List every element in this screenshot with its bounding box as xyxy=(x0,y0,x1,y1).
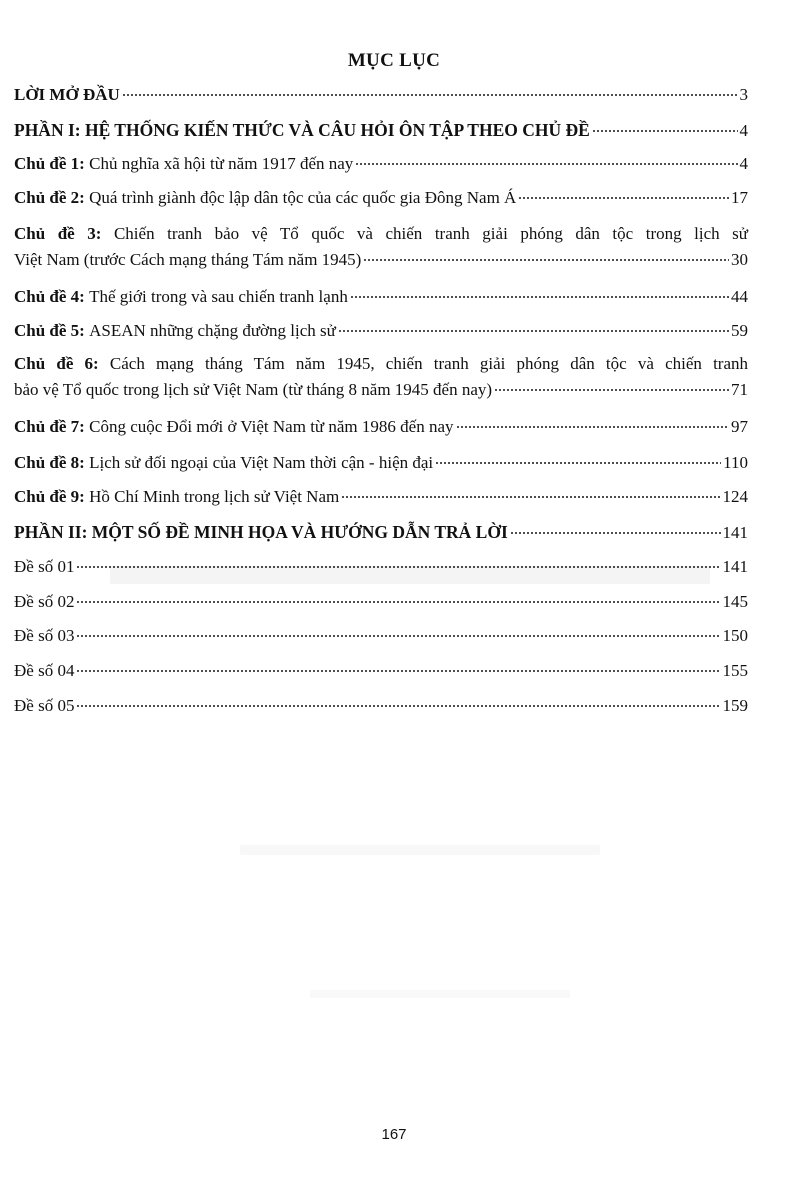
exam-title: Đề số 01 xyxy=(14,557,75,576)
topic-title: Công cuộc Đổi mới ở Việt Nam từ năm 1986 đến nay xyxy=(89,417,454,436)
toc-entry-intro[interactable] xyxy=(14,82,748,108)
toc-entry-topic-3[interactable] xyxy=(14,221,748,273)
toc-page-number: 124 xyxy=(722,487,748,506)
topic-label: Chủ đề 9: xyxy=(14,487,85,506)
toc-page-number: 150 xyxy=(722,626,748,645)
leader-dots xyxy=(76,704,720,708)
topic-title: ASEAN những chặng đường lịch sử xyxy=(89,321,336,340)
leader-dots xyxy=(76,634,720,638)
toc-page-number: 97 xyxy=(731,417,748,436)
toc-page-number: 59 xyxy=(731,321,748,340)
leader-dots xyxy=(456,425,730,429)
toc-entry-exam-02[interactable] xyxy=(14,589,748,615)
scan-shadow xyxy=(240,845,600,855)
exam-title: Đề số 04 xyxy=(14,661,75,680)
leader-dots xyxy=(355,162,737,166)
toc-entry-topic-6[interactable] xyxy=(14,351,748,403)
toc-page-number: 17 xyxy=(731,188,748,207)
leader-dots xyxy=(592,129,738,133)
toc-page-number: 141 xyxy=(722,523,748,542)
toc-page-number: 71 xyxy=(731,380,748,399)
toc-page-number: 141 xyxy=(722,557,748,576)
topic-title-line-1: Cách mạng tháng Tám năm 1945, chiến tranh giải phóng dân tộc và chiến tranh xyxy=(109,354,749,373)
leader-dots xyxy=(494,388,729,392)
topic-label: Chủ đề 1: xyxy=(14,154,85,173)
leader-dots xyxy=(363,258,729,262)
topic-title-line-1: Chiến tranh bảo vệ Tổ quốc và chiến tranh giải phóng dân tộc trong lịch sử xyxy=(113,224,749,243)
topic-label: Chủ đề 6: xyxy=(14,354,99,373)
toc-page-number: 4 xyxy=(739,121,748,140)
toc-entry-topic-8[interactable] xyxy=(14,450,748,476)
topic-title: Hồ Chí Minh trong lịch sử Việt Nam xyxy=(89,487,340,506)
topic-label: Chủ đề 3: xyxy=(14,224,102,243)
toc-page-number: 30 xyxy=(731,250,748,269)
topic-title-line-2: Việt Nam (trước Cách mạng tháng Tám năm 1945) xyxy=(14,250,362,269)
exam-title: Đề số 05 xyxy=(14,696,75,715)
toc-page-number: 159 xyxy=(722,696,748,715)
toc-section-title: PHẦN I: HỆ THỐNG KIẾN THỨC VÀ CÂU HỎI ÔN TẬP THEO CHỦ ĐỀ xyxy=(14,120,590,140)
toc-page-number: 155 xyxy=(722,661,748,680)
toc-entry-exam-04[interactable] xyxy=(14,658,748,684)
toc-entry-exam-05[interactable] xyxy=(14,693,748,719)
topic-title-line-2: bảo vệ Tổ quốc trong lịch sử Việt Nam (từ tháng 8 năm 1945 đến nay) xyxy=(14,380,493,399)
topic-title: Chủ nghĩa xã hội từ năm 1917 đến nay xyxy=(89,154,354,173)
topic-label: Chủ đề 5: xyxy=(14,321,85,340)
exam-title: Đề số 03 xyxy=(14,626,75,645)
toc-entry-title: LỜI MỞ ĐẦU xyxy=(14,85,120,104)
leader-dots xyxy=(510,531,721,535)
topic-label: Chủ đề 2: xyxy=(14,188,85,207)
toc-entry-topic-4[interactable] xyxy=(14,284,748,310)
topic-label: Chủ đề 7: xyxy=(14,417,85,436)
leader-dots xyxy=(76,565,720,569)
leader-dots xyxy=(76,600,720,604)
toc-entry-part-2[interactable] xyxy=(14,519,748,546)
leader-dots xyxy=(76,669,720,673)
toc-entry-topic-7[interactable] xyxy=(14,414,748,440)
leader-dots xyxy=(435,461,721,465)
toc-entry-part-1[interactable] xyxy=(14,117,748,144)
page-number: 167 xyxy=(381,1126,407,1143)
topic-title: Thế giới trong và sau chiến tranh lạnh xyxy=(89,287,348,306)
toc-page-number: 110 xyxy=(723,453,748,472)
toc-page-number: 44 xyxy=(731,287,748,306)
toc-entry-topic-5[interactable] xyxy=(14,318,748,344)
toc-page-number: 3 xyxy=(739,85,748,104)
topic-label: Chủ đề 8: xyxy=(14,453,85,472)
toc-entry-topic-2[interactable] xyxy=(14,185,748,211)
exam-title: Đề số 02 xyxy=(14,592,75,611)
toc-page-number: 145 xyxy=(722,592,748,611)
toc-entry-topic-1[interactable] xyxy=(14,151,748,177)
toc-section-title: PHẦN II: MỘT SỐ ĐỀ MINH HỌA VÀ HƯỚNG DẪN TRẢ LỜI xyxy=(14,522,508,542)
toc-entry-exam-03[interactable] xyxy=(14,623,748,649)
leader-dots xyxy=(518,196,729,200)
topic-label: Chủ đề 4: xyxy=(14,287,85,306)
leader-dots xyxy=(341,495,720,499)
leader-dots xyxy=(350,295,729,299)
leader-dots xyxy=(122,93,738,97)
leader-dots xyxy=(338,329,729,333)
page-title: MỤC LỤC xyxy=(347,50,441,71)
toc-entry-topic-9[interactable] xyxy=(14,484,748,510)
toc-page-number: 4 xyxy=(739,154,748,173)
scan-shadow xyxy=(310,990,570,998)
topic-title: Lịch sử đối ngoại của Việt Nam thời cận - hiện đại xyxy=(89,453,434,472)
topic-title: Quá trình giành độc lập dân tộc của các quốc gia Đông Nam Á xyxy=(89,188,517,207)
toc-entry-exam-01[interactable] xyxy=(14,554,748,580)
